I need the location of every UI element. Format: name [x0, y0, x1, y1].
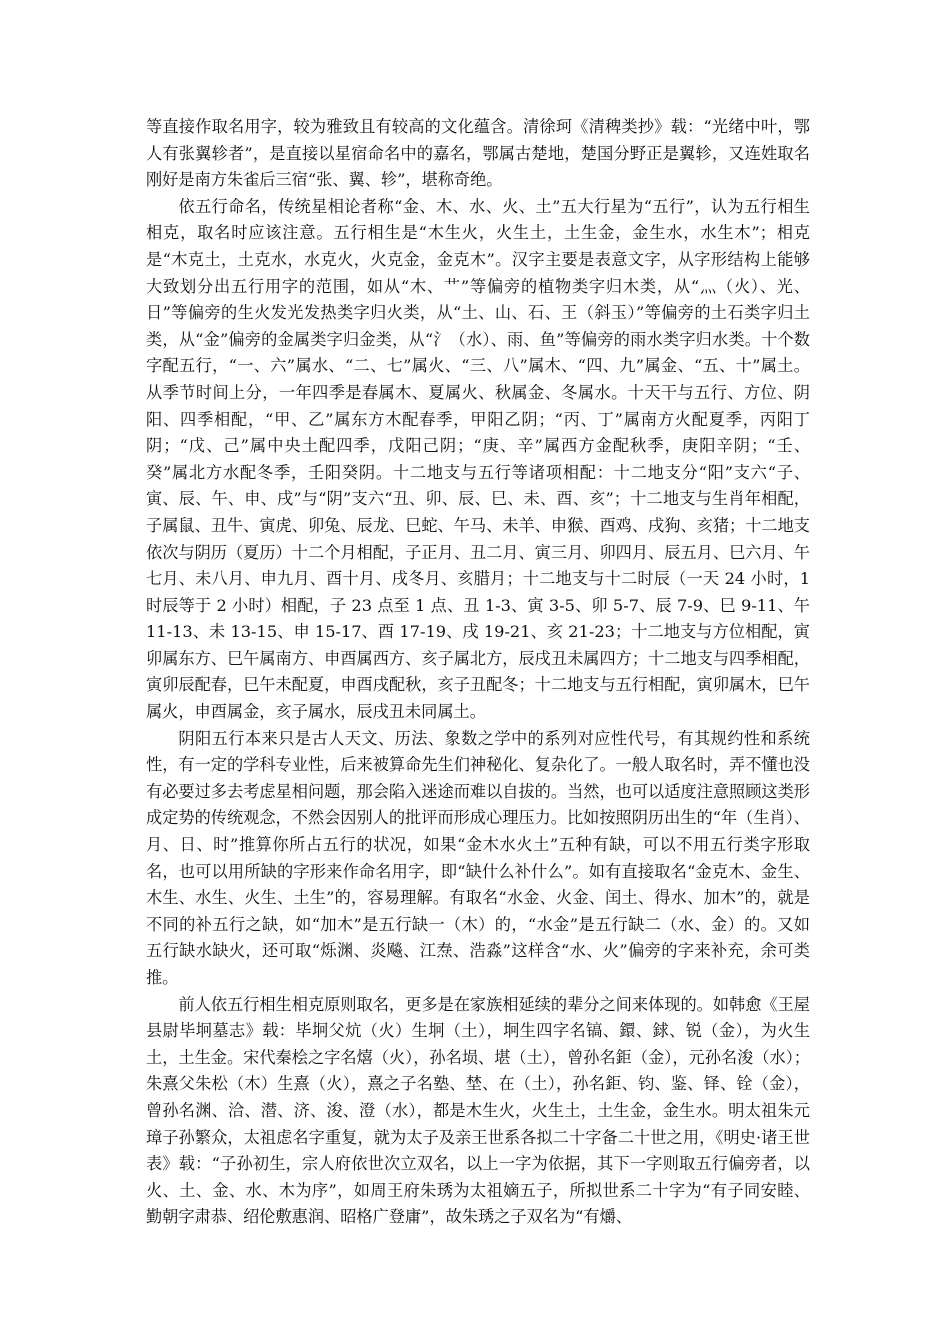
paragraph-2: 依五行命名，传统星相论者称“金、木、水、火、土”五大行星为“五行”，认为五行相生相克，取名时应该注意。五行相生是“木生火，火生土，土生金，金生水，水生木”；相克是“木克土，土克水，水克火，火克金，金克木”。汉字主要是表意文字，从字形结构上能够大致划分出五行用字的范围，如从“木、艹”等偏旁的植物类字归木类，从“灬（火）、光、日”等偏旁的生火发光发热类字归火类，从“土、山、石、王（斜玉）”等偏旁的土石类字归土类，从“金”偏旁的金属类字归金类，从“氵（水）、雨、鱼”等偏旁的雨水类字归水类。十个数字配五行，“一、六”属水、“二、七”属火、“三、八”属木、“四、九”属金、“五、十”属土。从季节时间上分，一年四季是春属木、夏属火、秋属金、冬属水。十天干与五行、方位、阴阳、四季相配，“甲、乙”属东方木配春季，甲阳乙阴；“丙、丁”属南方火配夏季，丙阳丁阴；“戊、己”属中央土配四季，戊阳己阴；“庚、辛”属西方金配秋季，庚阳辛阴；“壬、癸”属北方水配冬季，壬阳癸阴。十二地支与五行等诸项相配：十二地支分“阳”支六“子、寅、辰、午、申、戌”与“阴”支六“丑、卯、辰、巳、未、酉、亥”；十二地支与生肖年相配，子属鼠、丑牛、寅虎、卯兔、辰龙、巳蛇、午马、未羊、申猴、酉鸡、戌狗、亥猪；十二地支依次与阴历（夏历）十二个月相配，子正月、丑二月、寅三月、卯四月、辰五月、巳六月、午七月、未八月、申九月、酉十月、戌冬月、亥腊月；十二地支与十二时辰（一天 24 小时，1 时辰等于 2 小时）相配，子 23 点至 1 点、丑 1-3、寅 3-5、卯 5-7、辰 7-9、巳 9-11、午 11-13、未 13-15、申 15-17、酉 17-19、戌 19-21、亥 21-23；十二地支与方位相配，寅卯属东方、巳午属南方、申酉属西方、亥子属北方，辰戌丑未属四方；十二地支与四季相配，寅卯辰配春，巳午未配夏，申酉戌配秋，亥子丑配冬；十二地支与五行相配，寅卯属木，巳午属火，申酉属金，亥子属水，辰戌丑未同属土。 — [146, 196, 810, 722]
paragraph-1: 等直接作取名用字，较为雅致且有较高的文化蕴含。清徐珂《清稗类抄》载：“光绪中叶，鄂人有张翼轸者”，是直接以星宿命名中的嘉名，鄂属古楚地，楚国分野正是翼轸，又连姓取名刚好是南方朱雀后三宿“张、翼、轸”，堪称奇绝。 — [146, 117, 810, 190]
paragraph-3: 阴阳五行本来只是古人天文、历法、象数之学中的系列对应性代号，有其规约性和系统性，有一定的学科专业性，后来被算命先生们神秘化、复杂化了。一般人取名时，弄不懂也没有必要过多去考虑星相问题，那会陷入迷途而难以自拔的。当然，也可以适度注意照顾这类形成定势的传统观念，不然会因别人的批评而形成心理压力。比如按照阴历出生的“年（生肖）、月、日、时”推算你所占五行的状况，如果“金木水火土”五种有缺，可以不用五行类字形取名，也可以用所缺的字形来作命名用字，即“缺什么补什么”。如有直接取名“金克木、金生、木生、水生、火生、土生”的，容易理解。有取名“水金、火金、闰土、得水、加木”的，就是不同的补五行之缺，如“加木”是五行缺一（木）的，“水金”是五行缺二（水、金）的。又如五行缺水缺火，还可取“烁渊、炎飚、江焘、浩淼”这样含“水、火”偏旁的字来补充，余可类推。 — [146, 728, 810, 987]
paragraph-4: 前人依五行相生相克原则取名，更多是在家族相延续的辈分之间来体现的。如韩愈《王屋县尉毕坰墓志》载：毕坰父炕（火）生坰（土），坰生四字名镐、鐶、銶、锐（金），为火生土，土生金。宋代秦桧之字名熺（火），孙名埙、堪（土），曾孙名鉅（金），元孙名浚（水）；朱熹父朱松（木）生熹（火），熹之子名塾、埜、在（土），孙名鉅、钧、鉴、铎、铨（金），曾孙名渊、洽、潜、济、浚、澄（水），都是木生火，火生土，土生金，金生水。明太祖朱元璋子孙繁众，太祖虑名字重复，就为太子及亲王世系各拟二十字备二十世之用，《明史·诸王世表》载：“子孙初生，宗人府依世次立双名，以上一字为依据，其下一字则取五行偏旁者，以火、土、金、水、木为序”，如周王府朱琇为太祖嫡五子，所拟世系二十字为“有子同安睦、勤朝字肃恭、绍伦敷惠润、昭格广登庸”，故朱琇之子双名为“有爝、 — [146, 994, 810, 1227]
document-page — [146, 114, 810, 1231]
